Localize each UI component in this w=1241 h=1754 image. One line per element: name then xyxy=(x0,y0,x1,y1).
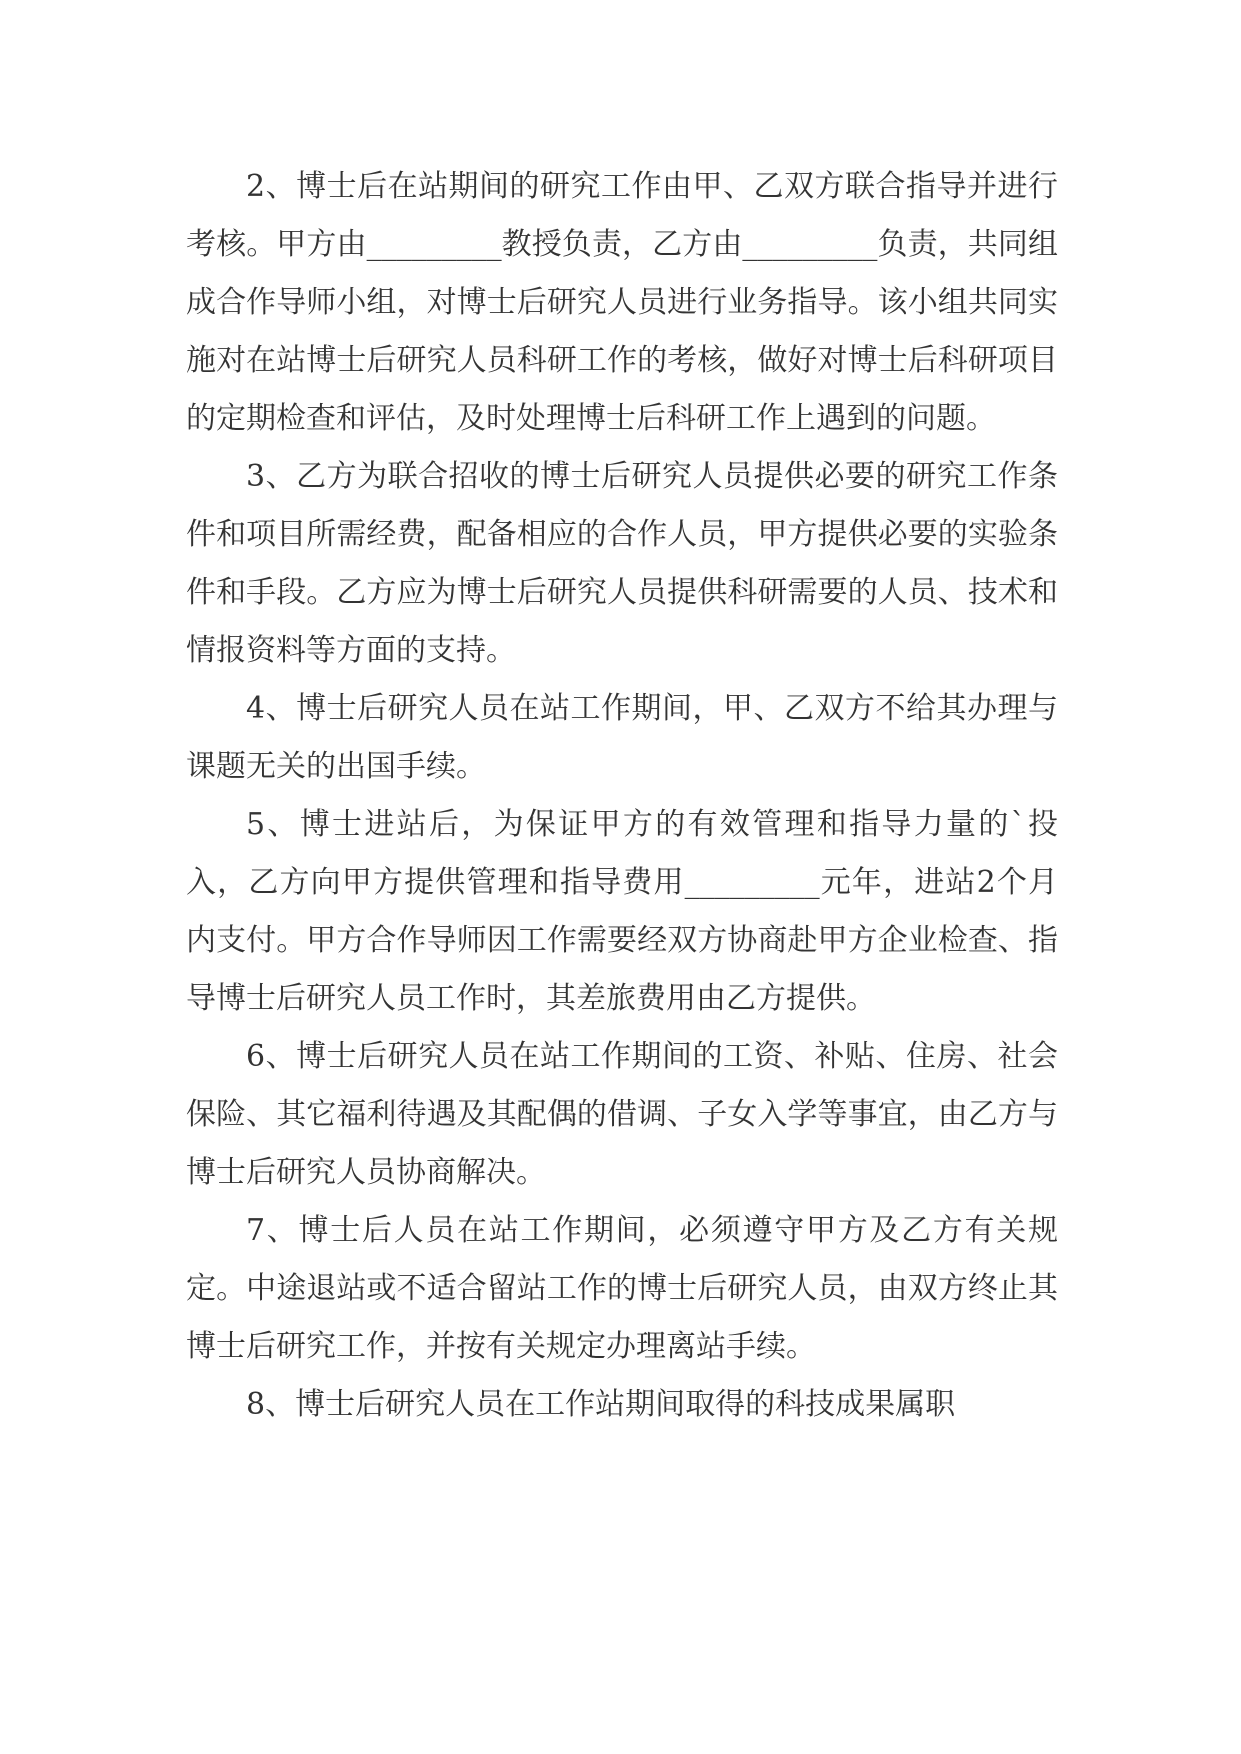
paragraph-clause-6: 6、博士后研究人员在站工作期间的工资、补贴、住房、社会保险、其它福利待遇及其配偶的借调、子女入学等事宜，由乙方与博士后研究人员协商解决。 xyxy=(186,1039,1058,1190)
paragraph-clause-2: 2、博士后在站期间的研究工作由甲、乙双方联合指导并进行考核。甲方由_________教授负责，乙方由_________负责，共同组成合作导师小组，对博士后研究人员进行业务指导。该小组共同实施对在站博士后研究人员科研工作的考核，做好对博士后科研项目的定期检查和评估，及时处理博士后科研工作上遇到的问题。 xyxy=(186,169,1058,436)
paragraph-clause-5: 5、博士进站后，为保证甲方的有效管理和指导力量的`投入，乙方向甲方提供管理和指导费用_________元年，进站2个月内支付。甲方合作导师因工作需要经双方协商赴甲方企业检查、指导博士后研究人员工作时，其差旅费用由乙方提供。 xyxy=(186,807,1058,1016)
paragraph-clause-3: 3、乙方为联合招收的博士后研究人员提供必要的研究工作条件和项目所需经费，配备相应的合作人员，甲方提供必要的实验条件和手段。乙方应为博士后研究人员提供科研需要的人员、技术和情报资料等方面的支持。 xyxy=(186,459,1058,668)
document-body xyxy=(186,158,1058,1434)
paragraph-clause-7: 7、博士后人员在站工作期间，必须遵守甲方及乙方有关规定。中途退站或不适合留站工作的博士后研究人员，由双方终止其博士后研究工作，并按有关规定办理离站手续。 xyxy=(186,1213,1058,1364)
paragraph-clause-4: 4、博士后研究人员在站工作期间，甲、乙双方不给其办理与课题无关的出国手续。 xyxy=(186,691,1058,784)
paragraph-clause-8: 8、博士后研究人员在工作站期间取得的科技成果属职 xyxy=(246,1387,956,1422)
